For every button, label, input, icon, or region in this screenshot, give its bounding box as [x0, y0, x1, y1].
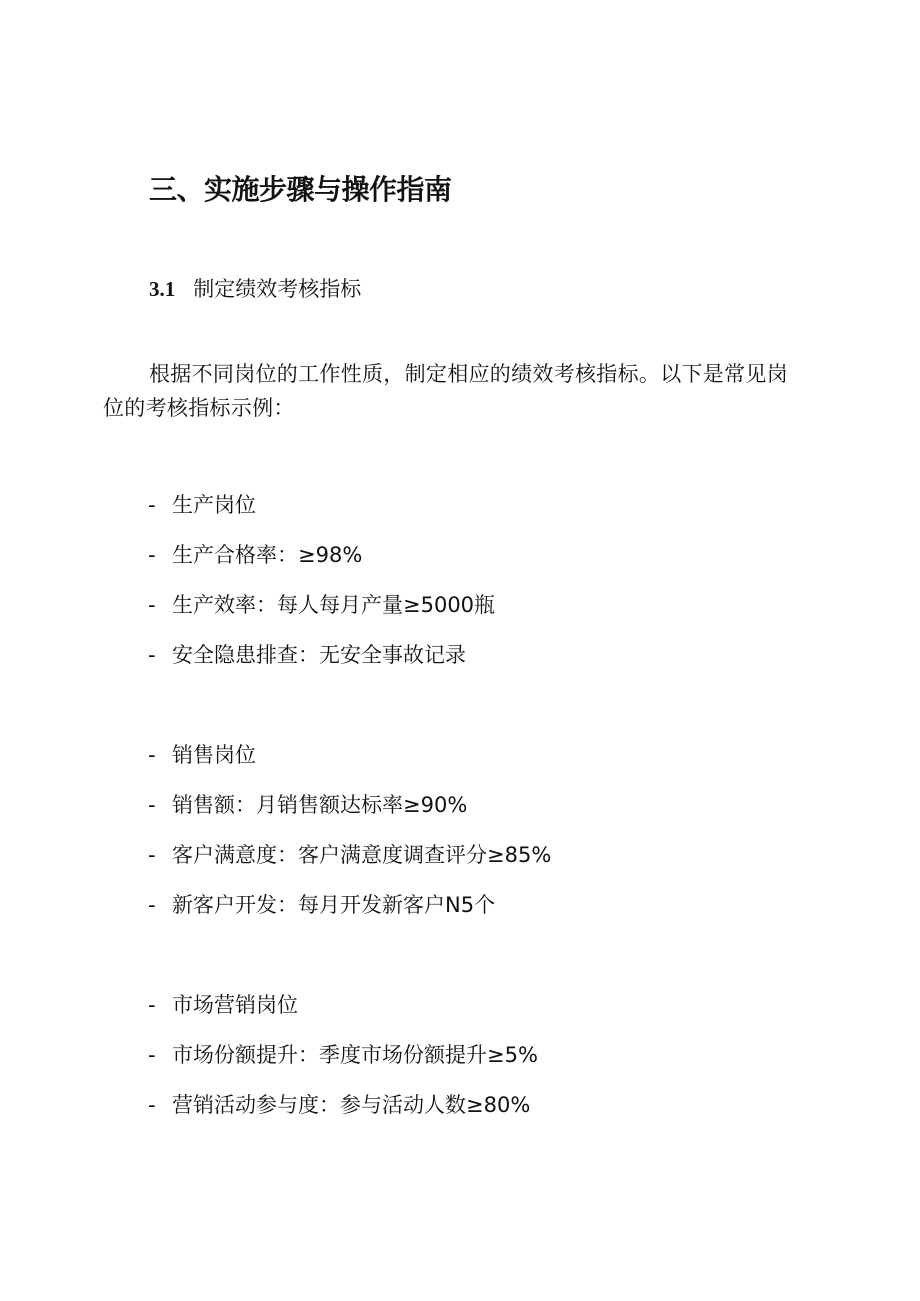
list-item	[148, 989, 298, 1019]
list-item	[148, 639, 466, 669]
bullet-dash: -	[148, 493, 156, 517]
bullet-dash: -	[148, 1093, 156, 1117]
bullet-dash: -	[148, 793, 156, 817]
list-item	[148, 839, 551, 869]
list-item-text: 销售额：月销售额达标率≥90%	[172, 793, 468, 817]
list-item-text: 市场份额提升：季度市场份额提升≥5%	[172, 1043, 538, 1067]
list-item-text: 客户满意度：客户满意度调查评分≥85%	[172, 843, 552, 867]
list-item-text: 生产效率：每人每月产量≥5000瓶	[172, 593, 496, 617]
bullet-dash: -	[148, 543, 156, 567]
list-item-text: 生产合格率：≥98%	[172, 543, 363, 567]
bullet-dash: -	[148, 743, 156, 767]
bullet-dash: -	[148, 593, 156, 617]
list-item-text: 销售岗位	[172, 743, 256, 767]
bullet-dash: -	[148, 1043, 156, 1067]
bullet-dash: -	[148, 993, 156, 1017]
bullet-dash: -	[148, 843, 156, 867]
list-item-text: 新客户开发：每月开发新客户N5个	[172, 893, 496, 917]
list-item	[148, 489, 256, 519]
list-item	[148, 1089, 530, 1119]
subsection-title: 制定绩效考核指标	[193, 277, 362, 301]
bullet-dash: -	[148, 643, 156, 667]
subsection-number: 3.1	[149, 277, 176, 301]
bullet-dash: -	[148, 893, 156, 917]
list-item	[148, 889, 495, 919]
list-item	[148, 1039, 538, 1069]
list-item-text: 市场营销岗位	[172, 993, 298, 1017]
list-item-text: 安全隐患排查：无安全事故记录	[172, 643, 466, 667]
list-item	[148, 539, 362, 569]
list-item-text: 生产岗位	[172, 493, 256, 517]
list-item	[148, 789, 467, 819]
intro-paragraph: 根据不同岗位的工作性质，制定相应的绩效考核指标。以下是常见岗位的考核指标示例：	[103, 362, 788, 420]
list-item-text: 营销活动参与度：参与活动人数≥80%	[172, 1093, 531, 1117]
section-heading: 三、实施步骤与操作指南	[149, 173, 452, 206]
subsection-heading	[149, 273, 361, 303]
list-item	[148, 739, 256, 769]
list-item	[148, 589, 495, 619]
